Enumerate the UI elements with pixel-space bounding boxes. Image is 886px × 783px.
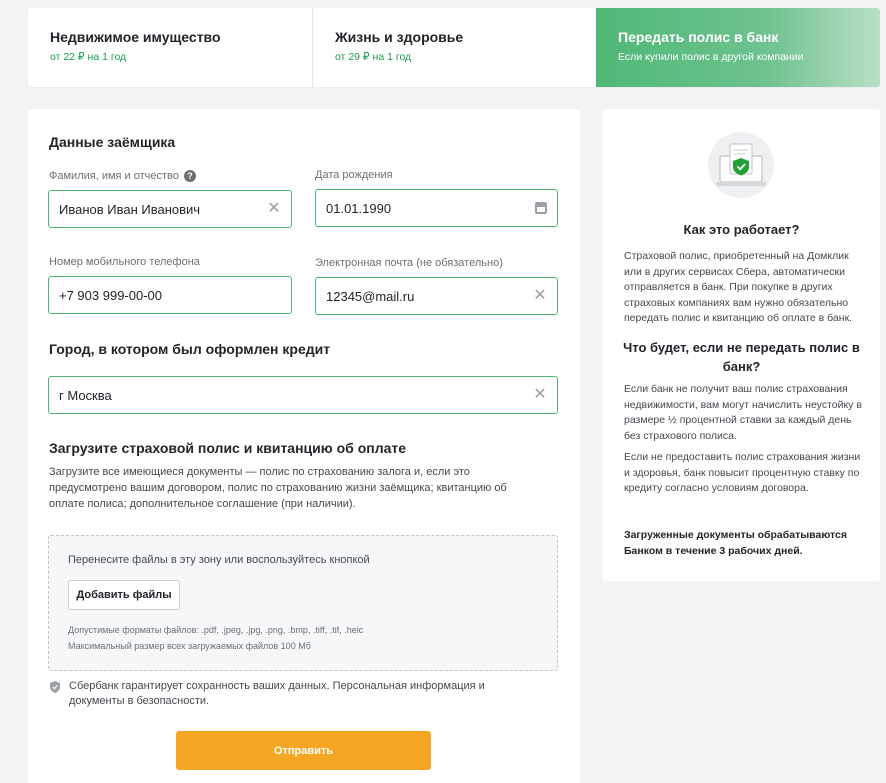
privacy-note — [50, 679, 530, 709]
upload-description: Загрузите все имеющиеся документы — полис по страхованию залога и, если это предусмотрено вашим договором, полис по страхованию жизни заёмщика; квитанцию об оплате полиса; дополнительное соглашение (при наличии). — [49, 466, 507, 510]
how-it-works-title: Как это работает? — [683, 222, 800, 237]
fio-label — [49, 170, 196, 182]
birth-label-text: Дата рождения — [315, 169, 393, 181]
birth-value: 01.01.1990 — [326, 200, 392, 216]
file-dropzone[interactable] — [48, 535, 558, 671]
tab-title: Жизнь и здоровье — [335, 29, 464, 45]
borrower-section-title: Данные заёмщика — [49, 134, 176, 150]
help-icon[interactable]: ? — [184, 170, 196, 182]
city-section-title: Город, в котором был оформлен кредит — [49, 341, 331, 357]
tab-transfer-policy[interactable] — [596, 8, 880, 87]
what-if-text-2: Если не предоставить полис страхования жизни и здоровья, банк повысит процентную ставку по кредиту согласно условиям договора. — [624, 451, 861, 494]
tab-title: Передать полис в банк — [618, 29, 779, 45]
tab-life-health[interactable] — [312, 8, 596, 87]
what-if-title: Что будет, если не передать полис в банк? — [623, 340, 860, 374]
add-files-button[interactable]: Добавить файлы — [68, 580, 180, 610]
phone-input[interactable] — [48, 276, 292, 314]
processing-note: Загруженные документы обрабатываются Банком в течение 3 рабочих дней. — [624, 529, 848, 557]
allowed-formats: Допустимые форматы файлов: .pdf, .jpeg, .jpg, .png, .bmp, .tiff, .tif, .heic — [68, 625, 364, 635]
fio-label-text: Фамилия, имя и отчество — [49, 170, 179, 182]
city-value: г Москва — [59, 387, 112, 403]
max-size-note: Максимальный размер всех загружаемых файлов 100 Мб — [68, 641, 311, 651]
email-value: 12345@mail.ru — [326, 288, 415, 304]
tab-subtitle: Если купили полис в другой компании — [618, 51, 804, 63]
dropzone-text: Перенесите файлы в эту зону или воспользуйтесь кнопкой — [68, 554, 370, 566]
clear-icon[interactable]: ✕ — [533, 287, 547, 304]
fio-input[interactable] — [48, 190, 292, 228]
insurance-tabs — [28, 8, 880, 87]
tab-property[interactable] — [28, 8, 312, 87]
how-it-works-text: Страховой полис, приобретенный на Домклик или в других сервисах Сбера, автоматически отправляется в банк. При покупке в других страховых компаниях вам нужно обязательно передать полис и квитанцию об оплате в банк. — [624, 250, 853, 324]
calendar-icon[interactable] — [535, 202, 547, 214]
fio-value: Иванов Иван Иванович — [59, 201, 201, 217]
phone-value: +7 903 999-00-00 — [59, 287, 163, 303]
birth-date-input[interactable] — [315, 189, 558, 227]
upload-section-title: Загрузите страховой полис и квитанцию об оплате — [49, 440, 407, 456]
clear-icon[interactable]: ✕ — [533, 386, 547, 403]
city-input[interactable] — [48, 376, 558, 414]
what-if-text-1: Если банк не получит ваш полис страхования недвижимости, вам могут начислить неустойку в размере ½ процентной ставки за каждый день без страхового полиса. — [624, 383, 862, 442]
tab-subtitle: от 29 ₽ на 1 год — [335, 51, 412, 63]
info-panel — [603, 109, 880, 581]
tab-title: Недвижимое имущество — [50, 29, 221, 45]
phone-label-text: Номер мобильного телефона — [49, 256, 200, 268]
policy-form — [28, 109, 580, 783]
submit-button[interactable]: Отправить — [176, 731, 431, 770]
phone-label — [49, 256, 200, 268]
clear-icon[interactable]: ✕ — [267, 200, 281, 217]
email-input[interactable] — [315, 277, 558, 315]
laptop-shield-icon — [708, 132, 774, 198]
shield-icon — [50, 681, 60, 693]
birth-label — [315, 169, 393, 181]
tab-subtitle: от 22 ₽ на 1 год — [50, 51, 127, 63]
privacy-text: Сбербанк гарантирует сохранность ваших данных. Персональная информация и документы в безопасности. — [69, 680, 485, 707]
email-label — [315, 257, 503, 269]
email-label-text: Электронная почта (не обязательно) — [315, 257, 503, 269]
